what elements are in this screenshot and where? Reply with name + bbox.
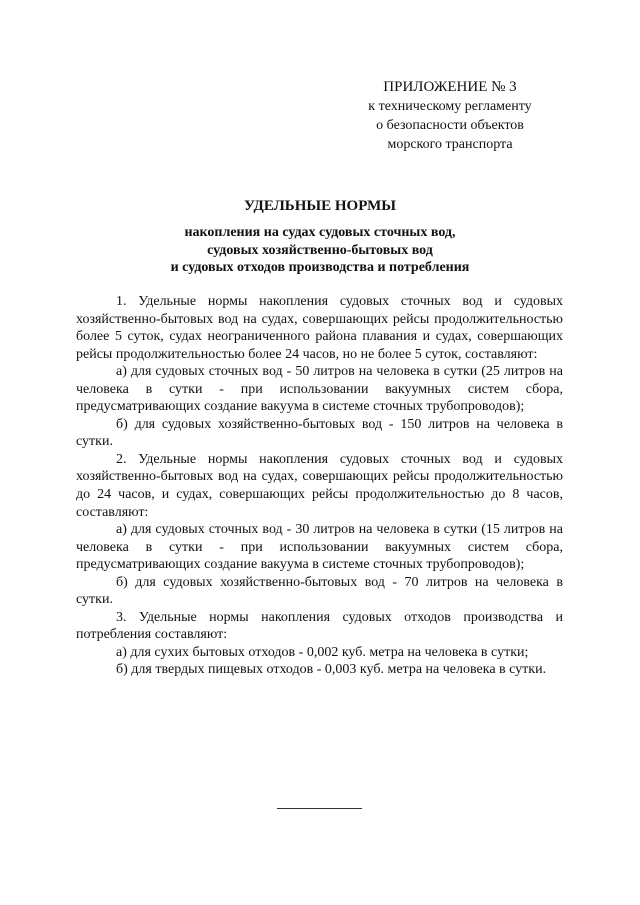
- paragraph-3b: б) для твердых пищевых отходов - 0,003 куб. метра на человека в сутки.: [116, 662, 547, 678]
- document-subtitle-line: судовых хозяйственно-бытовых вод: [207, 242, 433, 258]
- appendix-number: ПРИЛОЖЕНИЕ № 3: [383, 79, 517, 95]
- paragraph-1b: б) для судовых хозяйственно-бытовых вод - 150 литров на человека в сутки.: [76, 416, 563, 450]
- paragraph-3a: а) для сухих бытовых отходов - 0,002 куб. метра на человека в сутки;: [116, 644, 529, 660]
- appendix-line: морского транспорта: [387, 137, 513, 152]
- appendix-line: к техническому регламенту: [368, 99, 532, 114]
- document-title: УДЕЛЬНЫЕ НОРМЫ: [244, 198, 396, 214]
- end-separator-line: [277, 808, 362, 809]
- paragraph-1: 1. Удельные нормы накопления судовых сточных вод и судовых хозяйственно-бытовых вод на судах, совершающих рейсы продолжительностью более 5 суток, судах неограниченного района плавания и судах, совершающих рейсы продолжительностью более 24 часов, но не более 5 суток, составляют:: [76, 294, 563, 362]
- document-title-block: [75, 196, 565, 277]
- appendix-header: [340, 78, 560, 154]
- document-body: [76, 293, 563, 679]
- paragraph-1a: а) для судовых сточных вод - 50 литров на человека в сутки (25 литров на человека в сутки - при использовании вакуумных систем сбора, предусматривающих создание вакуума в системе сточных трубопроводов);: [76, 364, 563, 415]
- paragraph-2a: а) для судовых сточных вод - 30 литров на человека в сутки (15 литров на человека в сутки - при использовании вакуумных систем сбора, предусматривающих создание вакуума в системе сточных трубопроводов);: [76, 522, 563, 573]
- paragraph-2: 2. Удельные нормы накопления судовых сточных вод и судовых хозяйственно-бытовых вод на судах, совершающих рейсы продолжительностью до 24 часов, и судах, совершающих рейсы продолжительностью до 8 часов, составляют:: [76, 451, 563, 520]
- appendix-line: о безопасности объектов: [376, 118, 524, 133]
- paragraph-3: 3. Удельные нормы накопления судовых отходов производства и потребления составляют:: [76, 609, 563, 643]
- document-subtitle-line: накопления на судах судовых сточных вод,: [184, 225, 456, 240]
- paragraph-2b: б) для судовых хозяйственно-бытовых вод - 70 литров на человека в сутки.: [76, 574, 563, 608]
- document-subtitle-line: и судовых отходов производства и потребления: [170, 260, 470, 275]
